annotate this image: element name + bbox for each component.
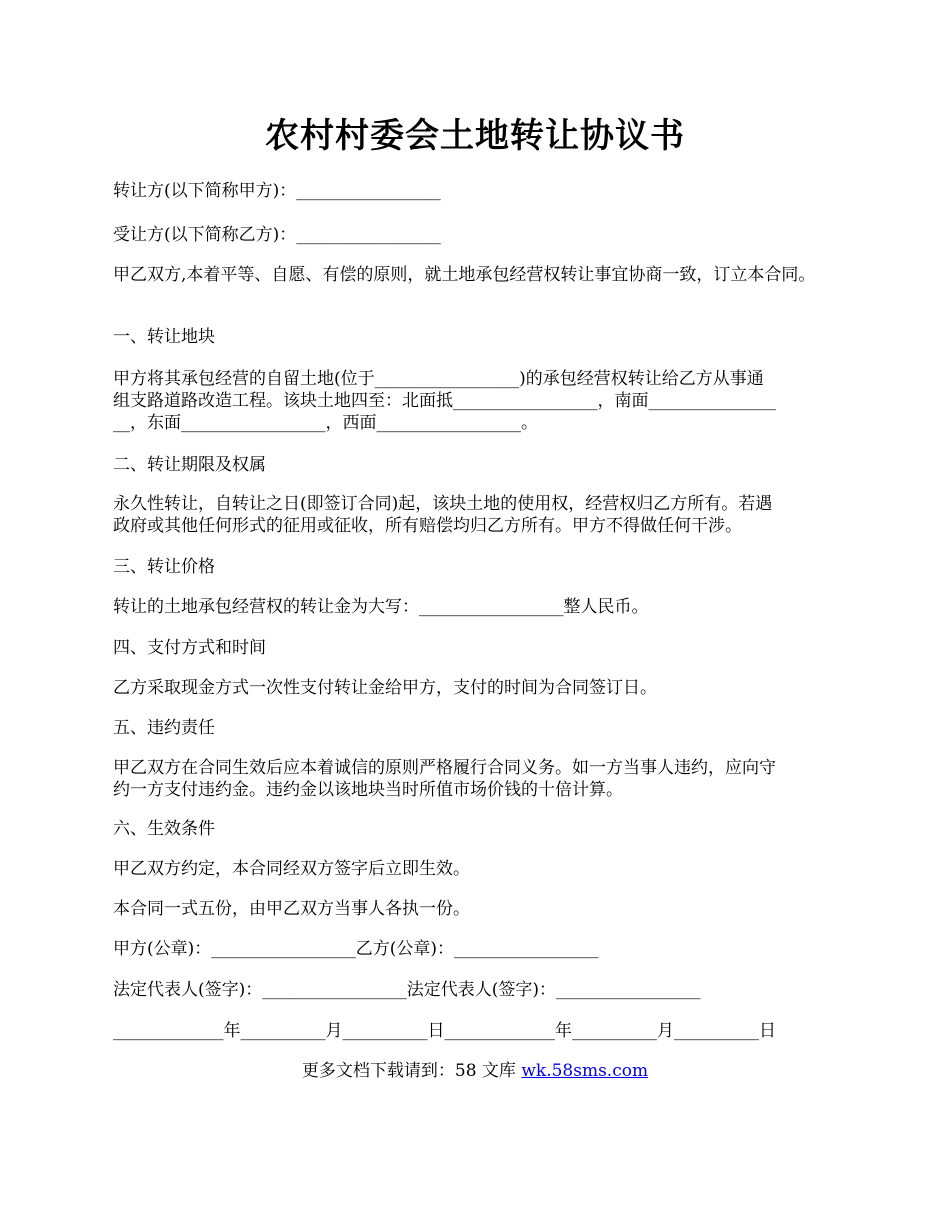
section4-text: 乙方采取现金方式一次性支付转让金给甲方，支付的时间为合同签订日。 xyxy=(113,678,657,698)
section5-heading: 五、违约责任 xyxy=(113,718,215,738)
section6-heading: 六、生效条件 xyxy=(113,819,215,839)
intro-paragraph: 甲乙双方,本着平等、自愿、有偿的原则，就土地承包经营权转让事宜协商一致，订立本合同。 xyxy=(113,265,816,285)
section3-text: 转让的土地承包经营权的转让金为大写：_________________整人民币。 xyxy=(113,597,649,617)
date-line: _____________年__________月__________日_____________年__________月__________日 xyxy=(113,1021,776,1041)
seal-line: 甲方(公章)：_________________乙方(公章)：_________________ xyxy=(113,939,599,959)
footer-link[interactable]: wk.58sms.com xyxy=(521,1061,649,1081)
section2-heading: 二、转让期限及权属 xyxy=(113,455,266,475)
section2-line-2: 政府或其他任何形式的征用或征收，所有赔偿均归乙方所有。甲方不得做任何干涉。 xyxy=(113,516,742,536)
document-title: 农村村委会土地转让协议书 xyxy=(265,116,685,156)
representative-signature-line: 法定代表人(签字)：_________________法定代表人(签字)：_________________ xyxy=(113,980,701,1000)
footer-prefix: 更多文档下载请到：58 文库 xyxy=(301,1061,522,1081)
section5-line-2: 约一方支付违约金。违约金以该地块当时所值市场价钱的十倍计算。 xyxy=(113,780,623,800)
download-footer xyxy=(0,1060,950,1082)
transferor-line: 转让方(以下简称甲方)：_________________ xyxy=(113,181,441,201)
section5-line-1: 甲乙双方在合同生效后应本着诚信的原则严格履行合同义务。如一方当事人违约，应向守 xyxy=(113,758,776,778)
section2-line-1: 永久性转让，自转让之日(即签订合同)起，该块土地的使用权，经营权归乙方所有。若遇 xyxy=(113,494,773,514)
section1-heading: 一、转让地块 xyxy=(113,327,215,347)
section1-line-3: __，东面_________________，西面_________________。 xyxy=(113,413,538,433)
copies-text: 本合同一式五份，由甲乙双方当事人各执一份。 xyxy=(113,899,470,919)
section4-heading: 四、支付方式和时间 xyxy=(113,638,266,658)
section3-heading: 三、转让价格 xyxy=(113,557,215,577)
section6-text: 甲乙双方约定，本合同经双方签字后立即生效。 xyxy=(113,859,470,879)
section1-line-1: 甲方将其承包经营的自留土地(位于_________________)的承包经营权转让给乙方从事通 xyxy=(113,369,764,389)
section1-line-2: 组支路道路改造工程。该块土地四至：北面抵_________________，南面_______________ xyxy=(113,391,776,411)
transferee-line: 受让方(以下简称乙方)：_________________ xyxy=(113,225,441,245)
